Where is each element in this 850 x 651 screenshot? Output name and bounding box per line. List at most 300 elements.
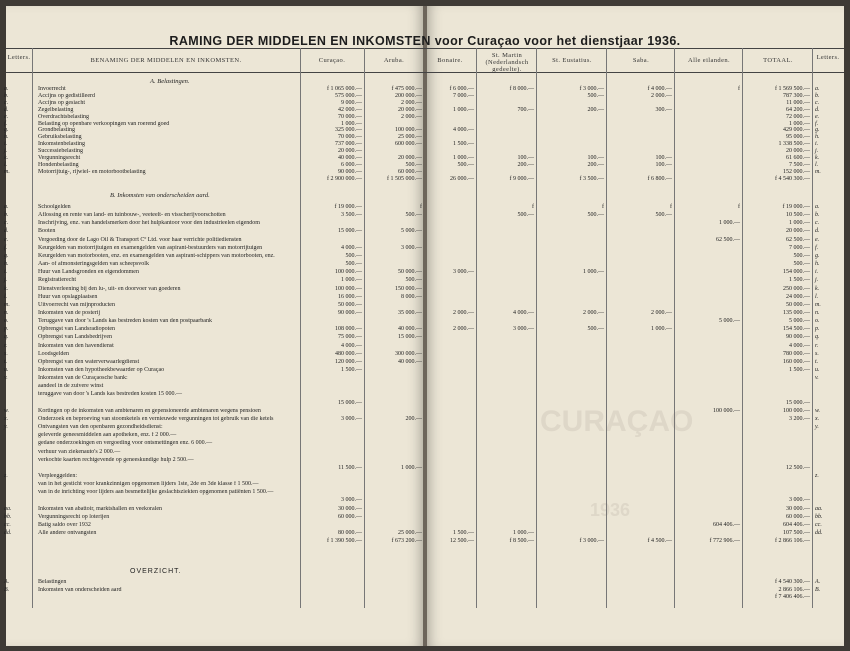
row-description: Huur van Landsgronden en eigendommen: [38, 269, 139, 276]
row-letter: e.: [4, 113, 9, 120]
cell-cur: 100 000.—: [335, 269, 362, 276]
row-description: Overdrachtsbelasting: [38, 113, 89, 120]
row-description: Vergunningsrecht: [38, 155, 81, 161]
cell-tot: 135 000.—: [783, 309, 810, 316]
row-letter-right: b.: [815, 92, 820, 99]
cell-bon: 2 000.—: [453, 326, 474, 333]
table-row: [0, 237, 850, 244]
cell-cur: 50 000.—: [338, 301, 362, 308]
row-letter-right: d.: [815, 106, 820, 113]
cell-ste: 500.—: [587, 326, 604, 333]
cell-bon: 500.—: [457, 161, 474, 168]
table-row: [0, 440, 850, 447]
row-letter-right: j.: [815, 277, 819, 284]
table-row: [0, 506, 850, 513]
row-letter-right: q.: [815, 334, 820, 341]
table-row: [0, 245, 850, 252]
table-row: [0, 391, 850, 398]
cell-tot: 154 000.—: [783, 269, 810, 276]
row-description: aandeel in de zuivere winst: [38, 383, 104, 390]
cell-ste: 200.—: [587, 106, 604, 113]
table-row: [0, 408, 850, 415]
cell-sab: 100.—: [655, 161, 672, 168]
row-description: Opbrengst van Landsradiopoten: [38, 326, 115, 333]
row-letter-right: w.: [815, 407, 821, 414]
overview-letter-right: B.: [815, 586, 821, 593]
row-letter: b.: [4, 92, 9, 99]
cell-aru: 40 000.—: [398, 326, 422, 333]
section-a-heading: A. Belastingen.: [150, 78, 190, 85]
row-description: Inschrijving, enz. van handelsmerken door het hulpkantoor voor den industrieelen eigendom: [38, 220, 260, 227]
cell-cur: 75 000.—: [338, 334, 362, 341]
row-letter-right: a.: [815, 204, 820, 210]
cell-bon: 1 500.—: [453, 141, 474, 148]
row-description: Zegelbelasting: [38, 106, 74, 113]
cell-tot: 30 000.—: [786, 505, 810, 512]
table-row: [0, 359, 850, 366]
cell-tot: 154 500.—: [783, 326, 810, 333]
cell-aru: 50 000.—: [398, 269, 422, 276]
row-letter: f.: [4, 244, 8, 251]
cell-cur: 42 000.—: [338, 106, 362, 113]
cell-bon: 12 500.—: [450, 538, 474, 545]
row-letter-right: c.: [815, 220, 820, 227]
row-letter: o.: [4, 318, 9, 325]
cell-tot: 500.—: [793, 261, 810, 268]
row-description: Inkomsten van abattoir, marktshallen en veekoralen: [38, 505, 163, 512]
row-letter-right: r.: [815, 342, 819, 349]
row-letter: cc.: [4, 521, 11, 528]
cell-aru: 2 000.—: [401, 113, 422, 120]
row-description: Onderzoek en beproeving van stoomketels en vernieuwde vergunningen tot gebruik van die ketels: [38, 415, 274, 422]
table-row: [0, 473, 850, 480]
cell-cur: 480 000.—: [335, 350, 362, 357]
row-letter: l.: [4, 293, 8, 300]
cell-cur: f 1 065 000.—: [327, 86, 362, 92]
cell-aru: f 1 505 000.—: [387, 175, 422, 182]
row-description: Hondenbelasting: [38, 161, 79, 168]
row-description: Uitvoerrecht van mijnproducten: [38, 301, 115, 308]
header-saba: Saba.: [632, 57, 650, 64]
cell-ste: 100.—: [587, 155, 604, 161]
cell-tot: 1 338 500.—: [778, 141, 810, 148]
row-description: Gebruiksbelasting: [38, 134, 82, 141]
row-letter-right: m.: [815, 168, 821, 175]
row-letter-right: i.: [815, 269, 819, 276]
cell-cur: 325 000.—: [335, 127, 362, 134]
table-row: [0, 220, 850, 227]
row-description: Accijns op gedistilleerd: [38, 92, 95, 99]
cell-aru: 40 000.—: [398, 358, 422, 365]
row-description: Registratierecht: [38, 277, 76, 284]
table-row: [0, 302, 850, 309]
row-letter-right: d.: [815, 228, 820, 235]
row-letter: x.: [4, 415, 9, 422]
row-letter: h.: [4, 134, 9, 141]
cell-aru: 3 000.—: [401, 244, 422, 251]
table-row: [0, 400, 850, 407]
table-row: [0, 286, 850, 293]
cell-ste: f: [602, 204, 604, 210]
cell-tot: f 4 540 300.—: [775, 175, 810, 182]
row-letter-right: l.: [815, 161, 819, 168]
row-letter: c.: [4, 220, 9, 227]
row-description: Huur van opslagplaatsen: [38, 293, 98, 300]
table-row: [0, 432, 850, 439]
cell-cur: 120 000.—: [335, 358, 362, 365]
cell-aru: 8 000.—: [401, 293, 422, 300]
row-letter: c.: [4, 99, 9, 106]
row-letter: i.: [4, 269, 8, 276]
row-letter-right: g.: [815, 127, 820, 134]
cell-tot: 787 300.—: [783, 92, 810, 99]
table-row: [0, 318, 850, 325]
table-row: [0, 277, 850, 284]
cell-cur: 1 000.—: [341, 120, 362, 127]
cell-tot: 10 500.—: [786, 212, 810, 219]
cell-tot: 20 000.—: [786, 148, 810, 155]
row-letter: a.: [4, 204, 9, 210]
row-letter: g.: [4, 127, 9, 134]
cell-aru: 5 000.—: [401, 228, 422, 235]
row-letter-right: v.: [815, 375, 819, 382]
row-description: Grondbelasting: [38, 127, 75, 134]
row-letter: k.: [4, 285, 9, 292]
header-totaal: TOTAAL.: [763, 57, 793, 64]
table-row: [0, 212, 850, 219]
cell-tot: 5 000.—: [789, 318, 810, 325]
table-row: [0, 383, 850, 390]
cell-sab: 500.—: [655, 212, 672, 219]
cell-cur: 80 000.—: [338, 530, 362, 536]
table-row: [0, 261, 850, 268]
row-description: Keurgelden van motorbooten, enz. en examengelden van aspirant-schippers van motorbooten, enz.: [38, 252, 275, 259]
cell-ste: 200.—: [587, 161, 604, 168]
cell-cur: 1 500.—: [341, 367, 362, 373]
cell-tot: 61 600.—: [786, 155, 810, 161]
cell-cur: 40 000.—: [338, 155, 362, 161]
page-title: RAMING DER MIDDELEN EN INKOMSTEN voor Curaçao voor het dienstjaar 1936.: [169, 34, 681, 48]
table-row: [0, 204, 850, 211]
cell-tot: 250 000.—: [783, 285, 810, 292]
row-letter-right: p.: [815, 326, 820, 333]
row-description: Ontvangsten van den openbaren gezondheidsdienst:: [38, 424, 163, 431]
cell-cur: 70 000.—: [338, 113, 362, 120]
table-row: [0, 176, 850, 183]
cell-aru: 500.—: [405, 161, 422, 168]
cell-cur: 500.—: [345, 252, 362, 259]
row-description: verhuur van ziekenauto's 2 000.—: [38, 448, 121, 455]
cell-stm: 100.—: [517, 155, 534, 161]
cell-cur: 3 000.—: [341, 497, 362, 504]
row-description: Vergunningsrecht op loterijen: [38, 513, 110, 520]
cell-cur: 60 000.—: [338, 513, 362, 520]
cell-cur: 1 000.—: [341, 277, 362, 284]
cell-cur: 108 000.—: [335, 326, 362, 333]
cell-all: 5 000.—: [719, 318, 740, 325]
overview-letter: B.: [4, 586, 10, 593]
overview-row: [0, 579, 850, 586]
cell-aru: 150 000.—: [395, 285, 422, 292]
table-row: [0, 424, 850, 431]
cell-cur: 30 000.—: [338, 505, 362, 512]
cell-sab: f 4 000.—: [647, 86, 672, 92]
header-letters-right: Letters.: [816, 54, 840, 61]
cell-stm: 3 000.—: [513, 326, 534, 333]
table-row: [0, 497, 850, 504]
cell-cur: 70 000.—: [338, 134, 362, 141]
cell-all: 604 406.—: [713, 521, 740, 528]
header-st-martin: St. Martin (Nederlandsch gedeelte).: [485, 52, 529, 73]
cell-sab: 300.—: [655, 106, 672, 113]
cell-tot: 7 000.—: [789, 244, 810, 251]
cell-stm: f 8 000.—: [509, 86, 534, 92]
row-letter-right: u.: [815, 367, 820, 373]
overview-heading: OVERZICHT.: [130, 568, 182, 575]
row-letter: q.: [4, 334, 9, 341]
row-letter: bb.: [4, 513, 12, 520]
cell-bon: 2 000.—: [453, 309, 474, 316]
cell-aru: 500.—: [405, 212, 422, 219]
overview-letter-right: A.: [815, 579, 821, 585]
row-description: geleverde geneesmiddelen aan apotheken, enz. f 2 000.—: [38, 432, 177, 439]
overview-letter: A.: [4, 579, 10, 585]
cell-tot: 12 500.—: [786, 464, 810, 471]
row-description: Opbrengst van Landsbedrijven: [38, 334, 112, 341]
overview-total: 2 866 106.—: [778, 586, 810, 593]
cell-stm: 4 000.—: [513, 309, 534, 316]
row-letter-right: cc.: [815, 521, 822, 528]
table-row: [0, 326, 850, 333]
cell-sab: 1 000.—: [651, 326, 672, 333]
row-letter-right: c.: [815, 99, 820, 106]
cell-aru: f: [420, 204, 422, 210]
row-letter-right: s.: [815, 350, 819, 357]
cell-cur: 9 000.—: [341, 99, 362, 106]
cell-cur: f 1 390 500.—: [327, 538, 362, 545]
cell-ste: 2 000.—: [583, 309, 604, 316]
table-row: [0, 351, 850, 358]
cell-bon: 1 500.—: [453, 530, 474, 536]
cell-cur: 500.—: [345, 261, 362, 268]
header-alle-eilanden: Alle eilanden.: [687, 57, 731, 64]
table-row: [0, 253, 850, 260]
row-description: verkochte kaarten rechtgevende op geneeskundige hulp 2 500.—: [38, 456, 194, 463]
cell-all: 62 500.—: [716, 236, 740, 243]
row-letter: u.: [4, 367, 9, 373]
row-description: Opbrengst van den waterverwaarlegdienst: [38, 358, 140, 365]
row-letter: j.: [4, 148, 8, 155]
cell-aru: 15 000.—: [398, 334, 422, 341]
cell-bon: f 6 000.—: [449, 86, 474, 92]
cell-sab: f: [670, 204, 672, 210]
header-curacao: Curaçao.: [318, 57, 346, 64]
row-description: van in de inrichting voor lijders aan besmettelijke geslachtsziekten opgenomen patiënten 1 500.—: [38, 489, 274, 496]
cell-stm: 500.—: [517, 212, 534, 219]
row-letter: v.: [4, 375, 8, 382]
cell-bon: 26 000.—: [450, 175, 474, 182]
row-letter: r.: [4, 342, 8, 349]
cell-aru: 1 000.—: [401, 464, 422, 471]
cell-cur: 3 500.—: [341, 212, 362, 219]
table-row: [0, 228, 850, 235]
table-row: [0, 269, 850, 276]
cell-ste: f 3 000.—: [579, 538, 604, 545]
cell-stm: f: [532, 204, 534, 210]
cell-stm: 200.—: [517, 161, 534, 168]
row-letter: i.: [4, 141, 8, 148]
cell-aru: 20 000.—: [398, 106, 422, 113]
row-letter: e.: [4, 236, 9, 243]
cell-cur: 4 000.—: [341, 244, 362, 251]
row-description: van in het gesticht voor krankzinnigen opgenomen lijders 1ste, 2de en 3de klasse f 1 500.—: [38, 481, 259, 488]
row-letter-right: y.: [815, 424, 819, 431]
row-letter: p.: [4, 326, 9, 333]
cell-aru: f 475 000.—: [391, 86, 422, 92]
cell-all: 1 000.—: [719, 220, 740, 227]
row-description: Inkomsten van den havendienst: [38, 342, 114, 349]
cell-tot: 107 500.—: [783, 530, 810, 536]
row-letter-right: l.: [815, 293, 819, 300]
cell-tot: 7 500.—: [789, 161, 810, 168]
row-description: Inkomsten van de Curaçaosche bank:: [38, 375, 128, 382]
table-row: [0, 294, 850, 301]
row-letter: n.: [4, 309, 9, 316]
row-description: Keurgelden van motorrijtuigen en examengelden van aspirant-bestuurders van motorrijtuigen: [38, 244, 263, 251]
table-row: [0, 416, 850, 423]
cell-bon: 3 000.—: [453, 269, 474, 276]
row-letter-right: bb.: [815, 513, 823, 520]
row-letter-right: g.: [815, 252, 820, 259]
cell-tot: f 19 000.—: [782, 204, 810, 210]
cell-tot: 24 000.—: [786, 293, 810, 300]
row-letter: aa.: [4, 505, 12, 512]
cell-tot: 780 000.—: [783, 350, 810, 357]
cell-tot: 604 406.—: [783, 521, 810, 528]
row-description: Loodsgelden: [38, 350, 69, 357]
overview-description: Belastingen: [38, 579, 67, 585]
cell-aru: 25 000.—: [398, 530, 422, 536]
cell-tot: 500.—: [793, 252, 810, 259]
cell-tot: 64 200.—: [786, 106, 810, 113]
row-letter: m.: [4, 301, 10, 308]
watermark-curacao: CURAÇAO: [540, 405, 694, 438]
cell-tot: 72 000.—: [786, 113, 810, 120]
cell-tot: 3 200.—: [789, 415, 810, 422]
cell-tot: f 2 866 106.—: [775, 538, 810, 545]
cell-tot: 4 000.—: [789, 342, 810, 349]
row-description: Vergoeding door de Lago Oil & Transport Cº Ltd. voor haar verrichte politiediensten: [38, 236, 242, 243]
row-letter-right: i.: [815, 141, 819, 148]
row-letter-right: t.: [815, 358, 819, 365]
row-description: Accijns op gesiacht: [38, 99, 85, 106]
row-letter-right: e.: [815, 236, 820, 243]
cell-tot: 20 000.—: [786, 228, 810, 235]
cell-tot: 429 000.—: [783, 127, 810, 134]
cell-aru: 35 000.—: [398, 309, 422, 316]
cell-all: f 772 906.—: [709, 538, 740, 545]
header-top-rule: [6, 48, 844, 49]
row-letter: w.: [4, 407, 10, 414]
cell-tot: 100 000.—: [783, 407, 810, 414]
cell-cur: 6 000.—: [341, 161, 362, 168]
cell-sab: 2 000.—: [651, 92, 672, 99]
cell-sab: f 4 500.—: [647, 538, 672, 545]
row-description: Belasting op openbare verkoopingen van roerend goed: [38, 120, 170, 127]
row-description: teruggave van door 's Lands kas bestreden kosten 15 000.—: [38, 391, 183, 398]
cell-aru: 20 000.—: [398, 155, 422, 161]
cell-tot: 152 000.—: [783, 168, 810, 175]
cell-cur: 16 000.—: [338, 293, 362, 300]
cell-aru: 200.—: [405, 415, 422, 422]
row-description: Inkomstenbelasting: [38, 141, 85, 148]
overview-row: [0, 594, 850, 601]
cell-ste: 500.—: [587, 92, 604, 99]
cell-ste: 1 000.—: [583, 269, 604, 276]
row-letter-right: dd.: [815, 530, 823, 536]
cell-tot: 3 000.—: [789, 497, 810, 504]
cell-cur: 11 500.—: [338, 464, 362, 471]
overview-total: f 4 540 300.—: [775, 579, 810, 585]
table-row: [0, 449, 850, 456]
row-description: Batig saldo over 1932: [38, 521, 91, 528]
cell-aru: 25 000.—: [398, 134, 422, 141]
row-letter: b.: [4, 212, 9, 219]
row-letter-right: z.: [815, 472, 819, 479]
cell-aru: 500.—: [405, 277, 422, 284]
cell-stm: f 9 000.—: [509, 175, 534, 182]
table-row: [0, 367, 850, 374]
table-row: [0, 489, 850, 496]
row-description: Aflossing en rente van land- en tuinbouw-, veeteelt- en visscherijvoorschotten: [38, 212, 226, 219]
cell-ste: f 3 500.—: [579, 175, 604, 182]
cell-tot: 11 000.—: [786, 99, 810, 106]
row-letter-right: x.: [815, 415, 820, 422]
row-letter: f.: [4, 120, 8, 127]
cell-tot: 50 000.—: [786, 301, 810, 308]
row-letter: d.: [4, 106, 9, 113]
row-description: Motorrijtuig-, rijwiel- en motorbootbelasting: [38, 168, 146, 175]
cell-cur: f 19 000.—: [334, 204, 362, 210]
row-letter: l.: [4, 161, 8, 168]
row-letter: y.: [4, 424, 8, 431]
row-description: Kortingen op de inkomsten van ambtenaren en gepensioneerde ambtenaren wegens pensioen: [38, 407, 261, 414]
row-description: Teruggave van door 's Lands kas bestreden kosten van den postpaarbank: [38, 318, 212, 325]
table-row: [0, 538, 850, 545]
table-row: [0, 465, 850, 472]
table-row: [0, 514, 850, 521]
table-row: [0, 334, 850, 341]
cell-tot: 95 000.—: [786, 134, 810, 141]
cell-ste: 500.—: [587, 212, 604, 219]
cell-bon: 4 000.—: [453, 127, 474, 134]
cell-ste: f 3 000.—: [579, 86, 604, 92]
cell-tot: 1 500.—: [789, 277, 810, 284]
row-description: Inkomsten van de posterij: [38, 309, 101, 316]
cell-cur: 100 000.—: [335, 285, 362, 292]
row-letter-right: o.: [815, 318, 820, 325]
cell-cur: 15 000.—: [338, 228, 362, 235]
row-letter: d.: [4, 228, 9, 235]
row-letter: s.: [4, 350, 8, 357]
row-letter: z.: [4, 472, 8, 479]
table-row: [0, 343, 850, 350]
cell-bon: 1 000.—: [453, 106, 474, 113]
table-row: [0, 310, 850, 317]
cell-all: 100 000.—: [713, 407, 740, 414]
header-bonaire: Bonaire.: [437, 57, 463, 64]
overview-total: f 7 406 406.—: [775, 594, 810, 600]
